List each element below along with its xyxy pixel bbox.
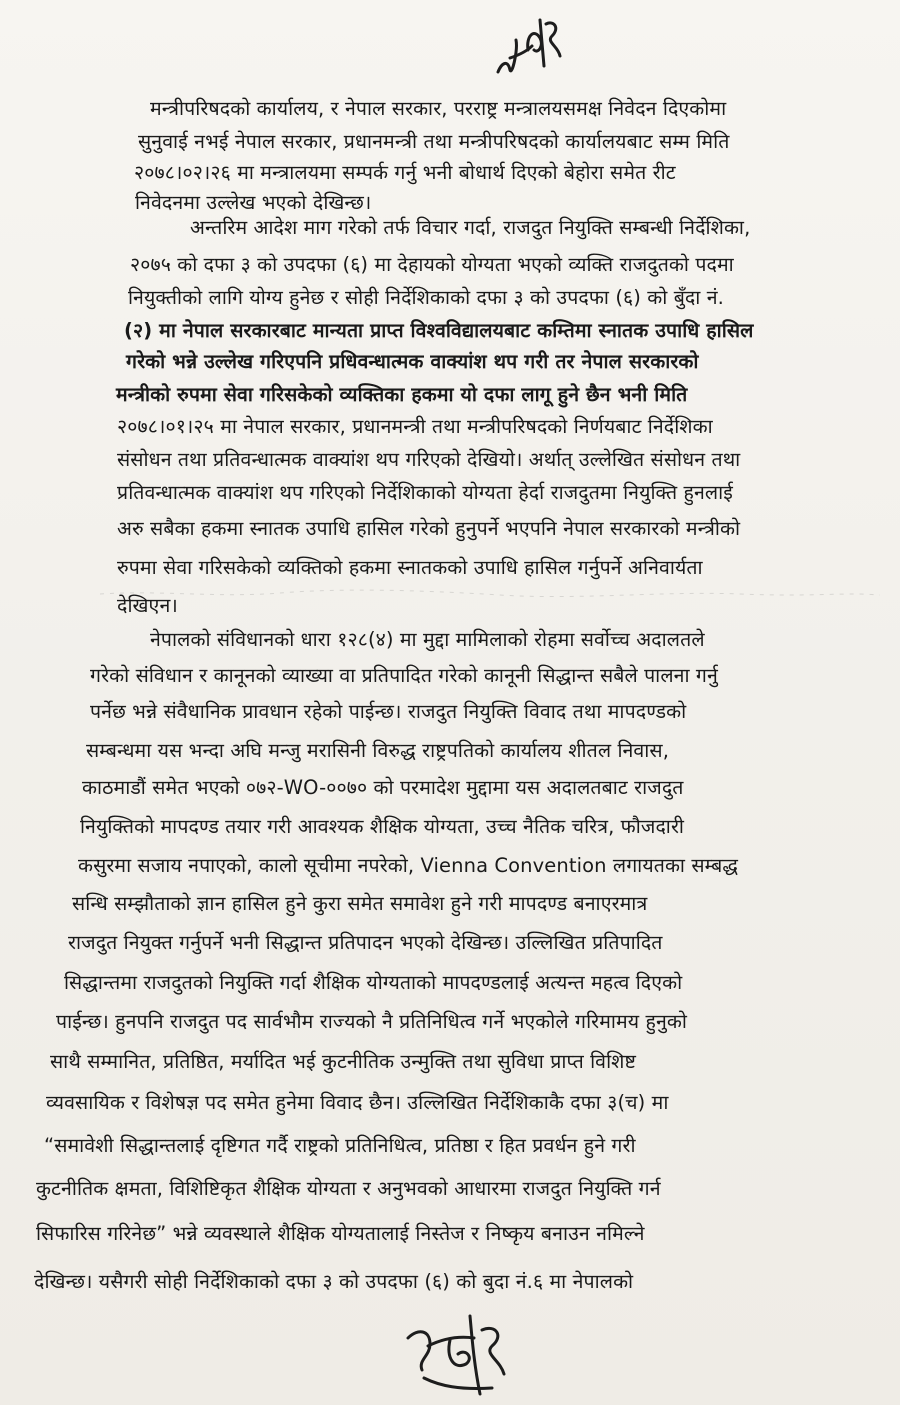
- text-line: देखिएन।: [117, 594, 178, 617]
- text-line: २०७८।०२।२६ मा मन्त्रालयमा सम्पर्क गर्नु भनी बोधार्थ दिएको बेहोरा समेत रीट: [134, 161, 676, 184]
- text-line: नेपालको संविधानको धारा १२८(४) मा मुद्दा मामिलाको रोहमा सर्वोच्च अदालतले: [150, 628, 705, 651]
- text-line: कसुरमा सजाय नपाएको, कालो सूचीमा नपरेको, Vienna Convention लगायतका सम्बद्ध: [78, 854, 739, 877]
- text-line: सिद्धान्तमा राजदुतको नियुक्ति गर्दा शैक्षिक योग्यताको मापदण्डलाई अत्यन्त महत्व दिएको: [64, 971, 683, 994]
- text-line: रुपमा सेवा गरिसकेको व्यक्तिको हकमा स्नातकको उपाधि हासिल गर्नुपर्ने अनिवार्यता: [117, 556, 703, 579]
- text-line: निवेदनमा उल्लेख भएको देखिन्छ।: [135, 191, 372, 214]
- handwritten-signature-bottom: [400, 1308, 520, 1400]
- text-line: “समावेशी सिद्धान्तलाई दृष्टिगत गर्दै राष्ट्रको प्रतिनिधित्व, प्रतिष्ठा र हित प्रवर्धन हुने गरी: [44, 1134, 636, 1157]
- text-line: २०७५ को दफा ३ को उपदफा (६) मा देहायको योग्यता भएको व्यक्ति राजदुतको पदमा: [130, 253, 734, 276]
- text-line: साथै सम्मानित, प्रतिष्ठित, मर्यादित भई कुटनीतिक उन्मुक्ति तथा सुविधा प्राप्त विशिष्ट: [50, 1050, 637, 1073]
- text-line: पाईन्छ। हुनपनि राजदुत पद सार्वभौम राज्यको नै प्रतिनिधित्व गर्ने भएकोले गरिमामय हुनुको: [56, 1010, 687, 1033]
- text-line: देखिन्छ। यसैगरी सोही निर्देशिकाको दफा ३ को उपदफा (६) को बुदा नं.६ मा नेपालको: [34, 1270, 634, 1293]
- text-line: (२) मा नेपाल सरकारबाट मान्यता प्राप्त विश्वविद्यालयबाट कम्तिमा स्नातक उपाधि हासिल: [124, 319, 754, 342]
- text-line: अन्तरिम आदेश माग गरेको तर्फ विचार गर्दा, राजदुत नियुक्ति सम्बन्धी निर्देशिका,: [190, 216, 751, 239]
- text-line: नियुक्तीको लागि योग्य हुनेछ र सोही निर्देशिकाको दफा ३ को उपदफा (६) को बुँदा नं.: [128, 286, 724, 309]
- text-line: राजदुत नियुक्त गर्नुपर्ने भनी सिद्धान्त प्रतिपादन भएको देखिन्छ। उल्लिखित प्रतिपादित: [68, 931, 663, 954]
- text-line: व्यवसायिक र विशेषज्ञ पद समेत हुनेमा विवाद छैन। उल्लिखित निर्देशिकाकै दफा ३(च) मा: [46, 1091, 669, 1114]
- text-line: अरु सबैका हकमा स्नातक उपाधि हासिल गरेको हुनुपर्ने भएपनि नेपाल सरकारको मन्त्रीको: [117, 517, 741, 540]
- handwritten-signature-top: [488, 10, 568, 82]
- text-line: मन्त्रीको रुपमा सेवा गरिसकेको व्यक्तिका हकमा यो दफा लागू हुने छैन भनी मिति: [116, 383, 688, 406]
- text-line: प्रतिवन्धात्मक वाक्यांश थप गरिएको निर्देशिकाको योग्यता हेर्दा राजदुतमा नियुक्ति हुनलाई: [117, 481, 733, 504]
- text-line: नियुक्तिको मापदण्ड तयार गरी आवश्यक शैक्षिक योग्यता, उच्च नैतिक चरित्र, फौजदारी: [80, 815, 685, 838]
- text-line: सन्धि सम्झौताको ज्ञान हासिल हुने कुरा समेत समावेश हुने गरी मापदण्ड बनाएरमात्र: [72, 892, 648, 915]
- text-line: गरेको भन्ने उल्लेख गरिएपनि प्रधिवन्धात्मक वाक्यांश थप गरी तर नेपाल सरकारको: [126, 350, 699, 373]
- text-line: सुनुवाई नभई नेपाल सरकार, प्रधानमन्त्री तथा मन्त्रीपरिषदको कार्यालयबाट सम्म मिति: [138, 130, 730, 153]
- text-line: कुटनीतिक क्षमता, विशिष्टिकृत शैक्षिक योग्यता र अनुभवको आधारमा राजदुत नियुक्ति गर्न: [36, 1177, 661, 1200]
- scan-artifact: [100, 586, 880, 602]
- text-line: पर्नेछ भन्ने संवैधानिक प्रावधान रहेको पाईन्छ। राजदुत नियुक्ति विवाद तथा मापदण्डको: [90, 700, 687, 723]
- text-line: काठमाडौं समेत भएको ०७२-WO-००७० को परमादेश मुद्दामा यस अदालतबाट राजदुत: [82, 776, 684, 799]
- text-line: गरेको संविधान र कानूनको व्याख्या वा प्रतिपादित गरेको कानूनी सिद्धान्त सबैले पालना गर्नु: [90, 664, 718, 687]
- text-line: मन्त्रीपरिषदको कार्यालय, र नेपाल सरकार, परराष्ट्र मन्त्रालयसमक्ष निवेदन दिएकोमा: [150, 97, 727, 120]
- text-line: सम्बन्धमा यस भन्दा अघि मन्जु मरासिनी विरुद्ध राष्ट्रपतिको कार्यालय शीतल निवास,: [86, 739, 670, 762]
- text-line: संसोधन तथा प्रतिवन्धात्मक वाक्यांश थप गरिएको देखियो। अर्थात् उल्लेखित संसोधन तथा: [117, 448, 741, 471]
- text-line: २०७८।०१।२५ मा नेपाल सरकार, प्रधानमन्त्री तथा मन्त्रीपरिषदको निर्णयबाट निर्देशिका: [117, 415, 713, 438]
- text-line: सिफारिस गरिनेछ” भन्ने व्यवस्थाले शैक्षिक योग्यतालाई निस्तेज र निष्कृय बनाउन नमिल्ने: [36, 1222, 645, 1245]
